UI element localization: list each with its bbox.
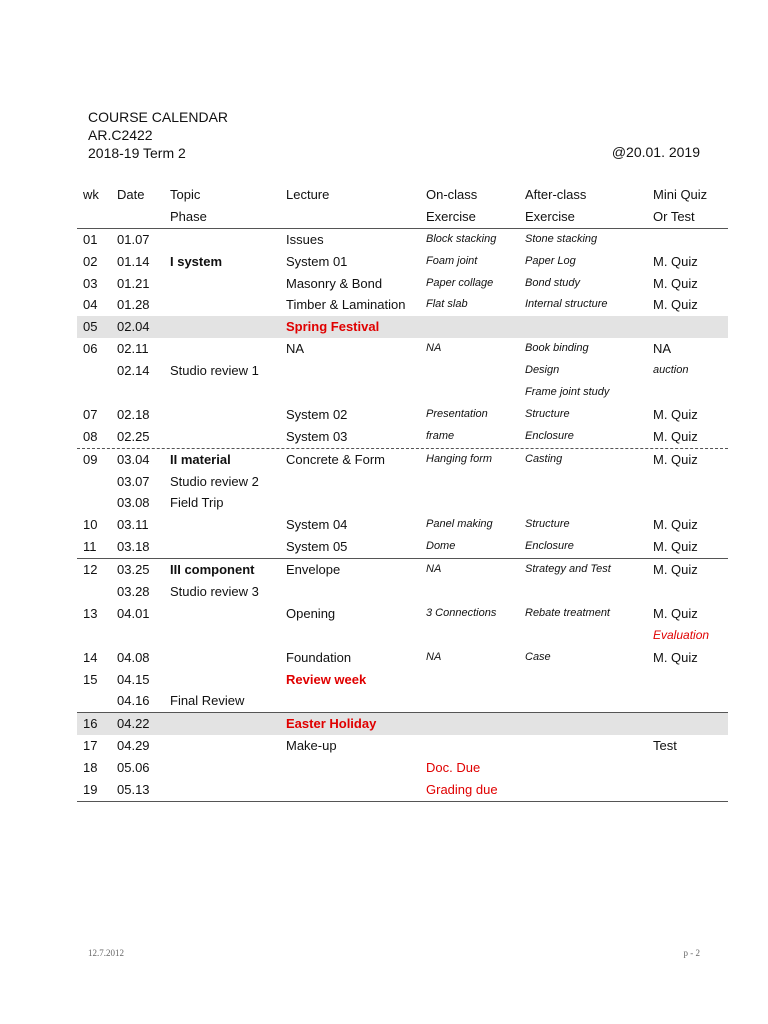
- cell-date: 04.01: [117, 605, 150, 621]
- cell-date: 04.22: [117, 716, 150, 732]
- table-row: [77, 559, 728, 581]
- table-row: [77, 251, 728, 273]
- table-row: [77, 603, 728, 625]
- cell-topic: Studio review 1: [170, 363, 259, 379]
- cell-quiz: M. Quiz: [653, 428, 698, 444]
- cell-lecture: Review week: [286, 671, 367, 687]
- table-row: [77, 779, 728, 802]
- cell-topic: Field Trip: [170, 495, 224, 511]
- cell-wk: 01: [83, 231, 98, 247]
- cell-topic: II material: [170, 451, 231, 467]
- cell-date: 02.04: [117, 319, 150, 335]
- cell-lecture: NA: [286, 341, 305, 357]
- footer-date: 12.7.2012: [88, 948, 124, 958]
- cell-onclass: Doc. Due: [426, 760, 481, 776]
- cell-onclass: NA: [426, 563, 442, 576]
- cell-date: 02.11: [117, 341, 149, 357]
- cell-topic: III component: [170, 562, 255, 578]
- cell-onclass: Block stacking: [426, 232, 497, 245]
- col-header-onclass: On-class: [426, 187, 478, 202]
- cell-wk: 17: [83, 738, 98, 754]
- table-row: [77, 404, 728, 426]
- date-stamp: @20.01. 2019: [611, 144, 700, 160]
- cell-afterclass: Internal structure: [525, 298, 608, 311]
- cell-wk: 11: [83, 539, 97, 555]
- cell-topic: I system: [170, 253, 223, 269]
- course-term: 2018-19 Term 2: [88, 145, 186, 161]
- table-row: [77, 735, 728, 757]
- table-row: [77, 426, 728, 449]
- cell-date: 01.21: [117, 275, 150, 291]
- cell-quiz: Test: [653, 738, 677, 754]
- header-row-1: [77, 184, 728, 206]
- cell-lecture: Masonry & Bond: [286, 275, 383, 291]
- cell-lecture: System 04: [286, 517, 348, 533]
- cell-afterclass: Casting: [525, 452, 563, 465]
- cell-date: 03.11: [117, 517, 149, 533]
- cell-wk: 12: [83, 562, 98, 578]
- table-row: [77, 449, 728, 471]
- cell-date: 05.13: [117, 782, 150, 798]
- cell-date: 02.18: [117, 406, 150, 422]
- cell-onclass: Dome: [426, 540, 456, 553]
- cell-onclass: Flat slab: [426, 298, 468, 311]
- cell-onclass: Foam joint: [426, 254, 478, 267]
- cell-quiz: M. Quiz: [653, 451, 698, 467]
- cell-afterclass: Enclosure: [525, 540, 574, 553]
- cell-lecture: Envelope: [286, 562, 341, 578]
- course-title: COURSE CALENDAR: [88, 109, 229, 125]
- col-header-phase: Phase: [170, 208, 207, 224]
- col-header-afterclass: After-class: [525, 187, 587, 202]
- table-row: [77, 471, 728, 493]
- cell-wk: 08: [83, 428, 98, 444]
- cell-onclass: Paper collage: [426, 276, 494, 289]
- cell-topic: Studio review 2: [170, 473, 259, 489]
- cell-afterclass: Structure: [525, 518, 570, 531]
- cell-afterclass: Enclosure: [525, 429, 574, 442]
- cell-wk: 16: [83, 716, 98, 732]
- table-row: [77, 229, 728, 251]
- cell-quiz: Evaluation: [653, 627, 710, 642]
- cell-date: 04.16: [117, 693, 150, 709]
- cell-date: 03.25: [117, 562, 150, 578]
- cell-afterclass: Paper Log: [525, 254, 576, 267]
- cell-lecture: System 05: [286, 539, 348, 555]
- table-row: [77, 492, 728, 514]
- cell-wk: 05: [83, 319, 98, 335]
- table-row: [77, 338, 728, 360]
- cell-lecture: Opening: [286, 605, 336, 621]
- cell-date: 02.25: [117, 428, 150, 444]
- cell-wk: 14: [83, 649, 98, 665]
- table-row: [77, 757, 728, 779]
- table-row: [77, 647, 728, 669]
- cell-quiz: M. Quiz: [653, 605, 698, 621]
- cell-wk: 10: [83, 517, 98, 533]
- cell-quiz: M. Quiz: [653, 406, 698, 422]
- cell-lecture: Spring Festival: [286, 319, 380, 335]
- cell-lecture: Easter Holiday: [286, 716, 377, 732]
- col-header-lecture: Lecture: [286, 187, 330, 202]
- cell-onclass: 3 Connections: [426, 606, 497, 619]
- cell-wk: 18: [83, 760, 98, 776]
- cell-afterclass: Design: [525, 364, 560, 377]
- col-header-wk: wk: [83, 187, 99, 202]
- cell-date: 02.14: [117, 363, 150, 379]
- page-number: p - 2: [683, 948, 700, 958]
- cell-wk: 03: [83, 275, 98, 291]
- table-row: [77, 316, 728, 338]
- cell-date: 04.29: [117, 738, 150, 754]
- cell-lecture: System 02: [286, 406, 348, 422]
- cell-onclass: frame: [426, 429, 455, 442]
- cell-date: 01.14: [117, 253, 150, 269]
- col-header-date: Date: [117, 187, 145, 202]
- cell-lecture: System 03: [286, 428, 348, 444]
- cell-quiz: M. Quiz: [653, 517, 698, 533]
- cell-afterclass: Frame joint study: [525, 386, 610, 399]
- cell-lecture: Issues: [286, 231, 324, 247]
- cell-date: 03.04: [117, 451, 150, 467]
- cell-date: 03.08: [117, 495, 150, 511]
- table-row: [77, 382, 728, 404]
- cell-afterclass: Rebate treatment: [525, 606, 610, 619]
- cell-quiz: M. Quiz: [653, 539, 698, 555]
- col-header-topic: Topic: [170, 187, 201, 202]
- cell-lecture: Timber & Lamination: [286, 297, 406, 313]
- cell-quiz: M. Quiz: [653, 275, 698, 291]
- cell-date: 04.15: [117, 671, 150, 687]
- header-row-2: [77, 206, 728, 229]
- table-row: [77, 360, 728, 382]
- cell-afterclass: Structure: [525, 407, 570, 420]
- cell-date: 03.07: [117, 473, 150, 489]
- col-header-onclass-exercise: Exercise: [426, 208, 476, 224]
- cell-lecture: Concrete & Form: [286, 451, 385, 467]
- cell-afterclass: Stone stacking: [525, 232, 598, 245]
- cell-date: 01.07: [117, 231, 150, 247]
- col-header-afterclass-exercise: Exercise: [525, 208, 575, 224]
- col-header-quiz: Mini Quiz: [653, 187, 708, 202]
- cell-wk: 07: [83, 406, 98, 422]
- table-row: [77, 690, 728, 713]
- cell-date: 04.08: [117, 649, 150, 665]
- cell-onclass: Hanging form: [426, 452, 493, 465]
- cell-quiz: M. Quiz: [653, 562, 698, 578]
- cell-afterclass: Book binding: [525, 342, 589, 355]
- cell-quiz: M. Quiz: [653, 297, 698, 313]
- table-row: [77, 514, 728, 536]
- cell-date: 05.06: [117, 760, 150, 776]
- cell-wk: 19: [83, 782, 98, 798]
- cell-afterclass: Strategy and Test: [525, 563, 611, 576]
- table-row: [77, 581, 728, 603]
- cell-wk: 09: [83, 451, 98, 467]
- cell-onclass: Presentation: [426, 407, 488, 420]
- table-row: [77, 273, 728, 295]
- table-row: [77, 294, 728, 316]
- cell-lecture: System 01: [286, 253, 348, 269]
- document-header: [88, 108, 228, 162]
- cell-date: 03.18: [117, 539, 150, 555]
- cell-wk: 04: [83, 297, 98, 313]
- cell-lecture: Foundation: [286, 649, 352, 665]
- course-code: AR.C2422: [88, 127, 153, 143]
- cell-wk: 06: [83, 341, 98, 357]
- cell-wk: 02: [83, 253, 98, 269]
- cell-afterclass: Case: [525, 650, 551, 663]
- cell-onclass: Panel making: [426, 518, 493, 531]
- cell-quiz: NA: [653, 341, 672, 357]
- cell-lecture: Make-up: [286, 738, 337, 754]
- cell-onclass: NA: [426, 342, 442, 355]
- cell-quiz: auction: [653, 364, 689, 377]
- cell-date: 01.28: [117, 297, 150, 313]
- cell-quiz: M. Quiz: [653, 649, 698, 665]
- course-calendar-table: [77, 184, 728, 802]
- cell-topic: Studio review 3: [170, 584, 259, 600]
- table-row: [77, 713, 728, 735]
- cell-wk: 15: [83, 671, 98, 687]
- cell-onclass: NA: [426, 650, 442, 663]
- table-row: [77, 669, 728, 691]
- cell-quiz: M. Quiz: [653, 253, 698, 269]
- cell-topic: Final Review: [170, 693, 245, 709]
- cell-onclass: Grading due: [426, 782, 498, 798]
- col-header-or-test: Or Test: [653, 208, 695, 224]
- cell-afterclass: Bond study: [525, 276, 581, 289]
- table-row: [77, 536, 728, 559]
- cell-date: 03.28: [117, 584, 150, 600]
- table-row: [77, 625, 728, 647]
- cell-wk: 13: [83, 605, 98, 621]
